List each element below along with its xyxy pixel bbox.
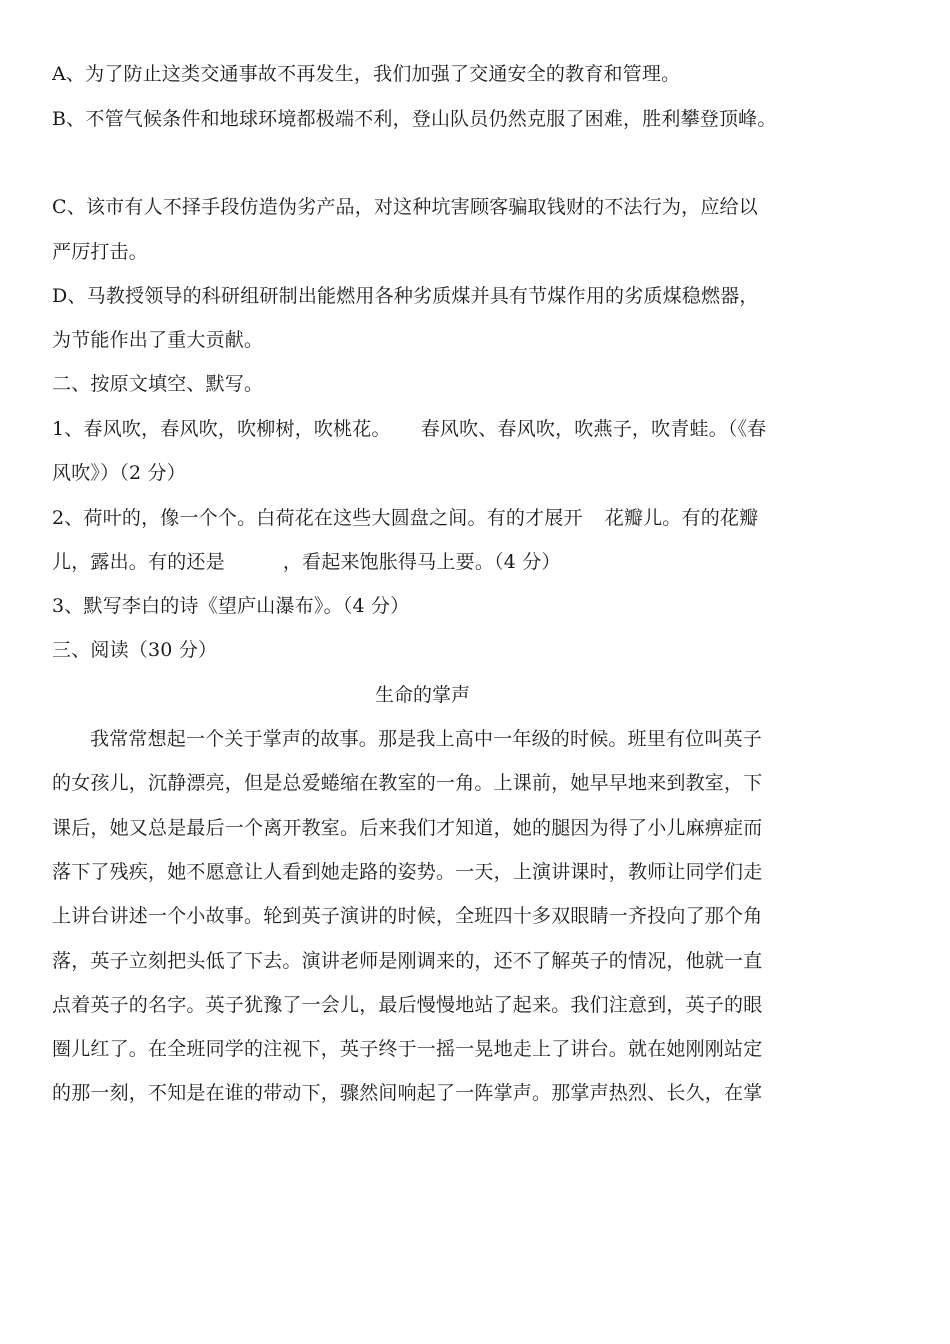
passage-line-2: 的女孩儿，沉静漂亮，但是总爱蜷缩在教室的一角。上课前，她早早地来到教室，下: [52, 772, 763, 794]
question-1-part-2: 春风吹、春风吹，吹燕子，吹青蛙。（《春: [420, 418, 767, 440]
question-1-part-1: 1、春风吹，春风吹，吹柳树，吹桃花。: [52, 418, 391, 440]
question-2-part-1: 2、荷叶的，像一个个。白荷花在这些大圆盘之间。有的才展开: [52, 507, 583, 529]
option-c-line-1: C、该市有人不择手段仿造伪劣产品，对这种坑害顾客骗取钱财的不法行为，应给以: [52, 196, 758, 218]
passage-line-7: 点着英子的名字。英子犹豫了一会儿，最后慢慢地站了起来。我们注意到，英子的眼: [52, 994, 763, 1016]
question-1-line-1: [52, 417, 767, 441]
option-d-line-1: D、马教授领导的科研组研制出能燃用各种劣质煤并具有节煤作用的劣质煤稳燃器，: [52, 285, 759, 307]
passage-line-8: 圈儿红了。在全班同学的注视下，英子终于一摇一晃地走上了讲台。就在她刚刚站定: [52, 1038, 763, 1060]
passage-line-9: 的那一刻，不知是在谁的带动下，骤然间响起了一阵掌声。那掌声热烈、长久，在掌: [52, 1082, 763, 1104]
passage-line-6: 落，英子立刻把头低了下去。演讲老师是刚调来的，还不了解英子的情况，他就一直: [52, 950, 763, 972]
question-2-line-1: [52, 506, 758, 530]
question-2-line-2-part-1: 儿，露出。有的还是: [52, 551, 225, 573]
passage-line-1: 我常常想起一个关于掌声的故事。那是我上高中一年级的时候。班里有位叫英子: [90, 728, 763, 750]
passage-line-4: 落下了残疾，她不愿意让人看到她走路的姿势。一天，上演讲课时，教师让同学们走: [52, 861, 763, 883]
section-2-heading: 二、按原文填空、默写。: [52, 373, 264, 395]
option-a: A、为了防止这类交通事故不再发生，我们加强了交通安全的教育和管理。: [52, 63, 681, 85]
question-2-line-2: [52, 550, 561, 574]
passage-line-3: 课后，她又总是最后一个离开教室。后来我们才知道，她的腿因为得了小儿麻痹症而: [52, 817, 763, 839]
passage-line-5: 上讲台讲述一个小故事。轮到英子演讲的时候，全班四十多双眼睛一齐投向了那个角: [52, 905, 763, 927]
option-b: B、不管气候条件和地球环境都极端不利，登山队员仍然克服了困难，胜利攀登顶峰。: [52, 108, 777, 130]
reading-title: 生命的掌声: [374, 684, 470, 706]
option-c-line-2: 严厉打击。: [52, 241, 149, 263]
question-1-line-2: 风吹》）（2 分）: [52, 462, 186, 484]
section-3-heading: 三、阅读（30 分）: [52, 639, 218, 661]
question-2-line-2-part-2: ，看起来饱胀得马上要。（4 分）: [282, 551, 561, 573]
option-d-line-2: 为节能作出了重大贡献。: [52, 329, 264, 351]
question-2-part-2: 花瓣儿。有的花瓣: [604, 507, 759, 529]
question-3: 3、默写李白的诗《望庐山瀑布》。（4 分）: [52, 595, 410, 617]
